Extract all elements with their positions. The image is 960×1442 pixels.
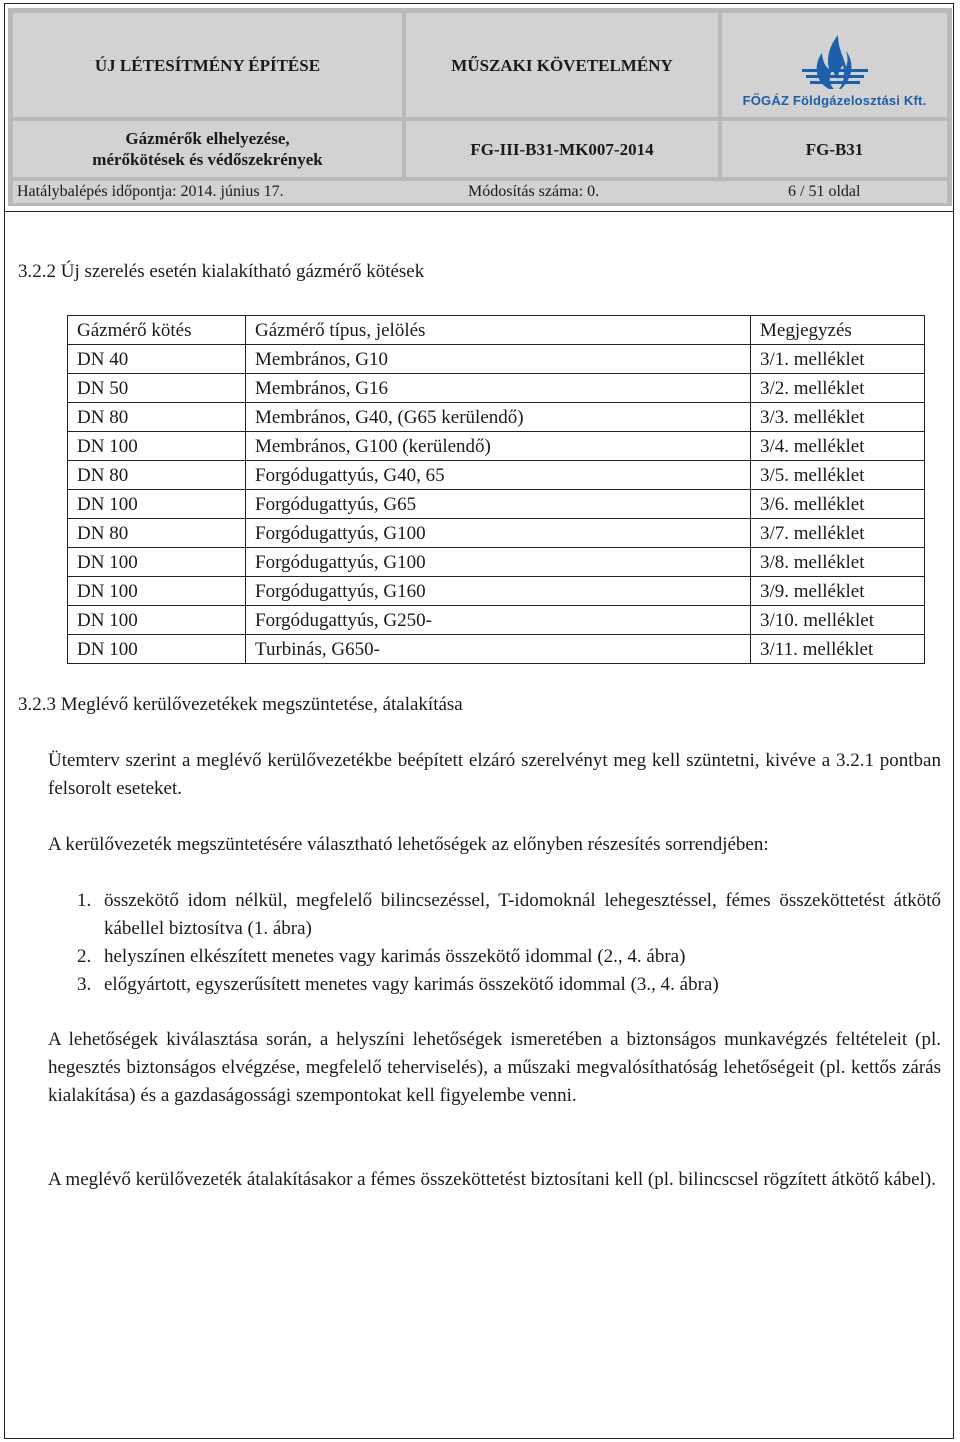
table-cell: Turbinás, G650- xyxy=(246,635,751,664)
page-frame xyxy=(4,3,954,1439)
table-cell: Membrános, G10 xyxy=(246,345,751,374)
table-cell: 3/2. melléklet xyxy=(751,374,925,403)
table-row xyxy=(68,577,925,606)
paragraph-schedule: Ütemterv szerint a meglévő kerülővezetékbe beépített elzáró szerelvényt meg kell szüntetni, kivéve a 3.2.1 pontban felsorolt eseteket. xyxy=(48,750,941,799)
options-list xyxy=(48,887,941,999)
table-cell: DN 100 xyxy=(68,606,246,635)
table-cell: 3/7. melléklet xyxy=(751,519,925,548)
column-header: Gázmérő típus, jelölés xyxy=(246,316,751,345)
table-cell: 3/1. melléklet xyxy=(751,345,925,374)
subject-title xyxy=(13,121,402,177)
table-row xyxy=(68,490,925,519)
company-logo xyxy=(722,13,947,117)
logo-wordmark: FŐGÁZ Földgázelosztási Kft. xyxy=(742,93,927,108)
table-cell: 3/3. melléklet xyxy=(751,403,925,432)
table-cell: 3/11. melléklet xyxy=(751,635,925,664)
table-cell: Membrános, G16 xyxy=(246,374,751,403)
table-cell: DN 100 xyxy=(68,577,246,606)
header-divider xyxy=(4,211,954,212)
table-row xyxy=(68,606,925,635)
subject-line-1: Gázmérők elhelyezése, xyxy=(125,129,290,148)
table-cell: DN 80 xyxy=(68,403,246,432)
table-row xyxy=(68,374,925,403)
short-code xyxy=(722,121,947,177)
table-cell: Forgódugattyús, G100 xyxy=(246,548,751,577)
table-cell: 3/5. melléklet xyxy=(751,461,925,490)
table-cell: Forgódugattyús, G65 xyxy=(246,490,751,519)
table-cell: 3/4. melléklet xyxy=(751,432,925,461)
list-item xyxy=(48,971,941,999)
spec-title xyxy=(406,13,718,117)
subject-line-2: mérőkötések és védőszekrények xyxy=(92,150,323,169)
table-cell: DN 50 xyxy=(68,374,246,403)
table-row xyxy=(68,403,925,432)
column-header: Megjegyzés xyxy=(751,316,925,345)
document-type-text: ÚJ LÉTESÍTMÉNY ÉPÍTÉSE xyxy=(94,55,321,75)
table-cell: Forgódugattyús, G250- xyxy=(246,606,751,635)
list-item xyxy=(48,943,941,971)
list-item-number: 3. xyxy=(77,974,92,995)
table-cell: DN 80 xyxy=(68,519,246,548)
paragraph-selection-criteria: A lehetőségek kiválasztása során, a helyszíni lehetőségek ismeretében a biztonságos munkavégzés feltételeit (pl. hegesztés biztonságos elvégzése, megfelelő teherviselés), a műszaki megvalósíthatóság lehetőségeit (pl. kettős zárás kialakítása) és a gazdaságossági szempontokat kell figyelembe venni. xyxy=(48,1029,941,1106)
table-cell: DN 100 xyxy=(68,635,246,664)
table-cell: 3/10. melléklet xyxy=(751,606,925,635)
table-cell: DN 100 xyxy=(68,432,246,461)
page-number: 6 / 51 oldal xyxy=(788,183,861,200)
section-heading-3-2-3: 3.2.3 Meglévő kerülővezetékek megszüntetése, átalakítása xyxy=(18,694,463,715)
list-item xyxy=(48,887,941,943)
table-cell: 3/6. melléklet xyxy=(751,490,925,519)
table-row xyxy=(68,548,925,577)
table-cell: DN 100 xyxy=(68,490,246,519)
table-cell: 3/9. melléklet xyxy=(751,577,925,606)
table-row xyxy=(68,519,925,548)
table-cell: Forgódugattyús, G160 xyxy=(246,577,751,606)
list-item-text: előgyártott, egyszerűsített menetes vagy karimás összekötő idommal (3., 4. ábra) xyxy=(104,974,719,995)
paragraph-metallic-connection: A meglévő kerülővezeték átalakításakor a fémes összeköttetést biztosítani kell (pl. bilincscsel rögzített átkötő kábel). xyxy=(48,1169,936,1190)
document-header xyxy=(8,8,952,206)
table-cell: Forgódugattyús, G100 xyxy=(246,519,751,548)
list-item-number: 2. xyxy=(77,946,92,967)
table-cell: DN 80 xyxy=(68,461,246,490)
table-row xyxy=(68,461,925,490)
table-cell: 3/8. melléklet xyxy=(751,548,925,577)
table-cell: DN 40 xyxy=(68,345,246,374)
effective-date: Hatálybalépés időpontja: 2014. június 17. xyxy=(17,183,284,200)
document-type-title xyxy=(13,13,402,117)
table-row xyxy=(68,345,925,374)
modification-number: Módosítás száma: 0. xyxy=(468,183,600,200)
table-cell: Membrános, G40, (G65 kerülendő) xyxy=(246,403,751,432)
list-item-text: összekötő idom nélkül, megfelelő bilincsezéssel, T-idomoknál lehegesztéssel, fémes összeköttetést átkötő kábellel biztosítva (1. ábra) xyxy=(104,890,941,939)
short-code-text: FG-B31 xyxy=(805,139,864,159)
spec-text: MŰSZAKI KÖVETELMÉNY xyxy=(451,55,673,75)
paragraph-options-intro: A kerülővezeték megszüntetésére választható lehetőségek az előnyben részesítés sorrendjében: xyxy=(48,834,769,855)
header-meta-row xyxy=(13,181,947,203)
list-item-text: helyszínen elkészített menetes vagy karimás összekötő idommal (2., 4. ábra) xyxy=(104,946,686,967)
document-code-text: FG-III-B31-MK007-2014 xyxy=(470,139,654,159)
column-header: Gázmérő kötés xyxy=(68,316,246,345)
table-cell: Forgódugattyús, G40, 65 xyxy=(246,461,751,490)
list-item-number: 1. xyxy=(77,890,92,911)
table-row xyxy=(68,432,925,461)
table-header-row xyxy=(68,316,925,345)
table-cell: Membrános, G100 (kerülendő) xyxy=(246,432,751,461)
table-cell: DN 100 xyxy=(68,548,246,577)
document-code xyxy=(406,121,718,177)
table-row xyxy=(68,635,925,664)
section-heading-3-2-2: 3.2.2 Új szerelés esetén kialakítható gázmérő kötések xyxy=(18,261,425,282)
meter-connection-table xyxy=(67,315,925,664)
